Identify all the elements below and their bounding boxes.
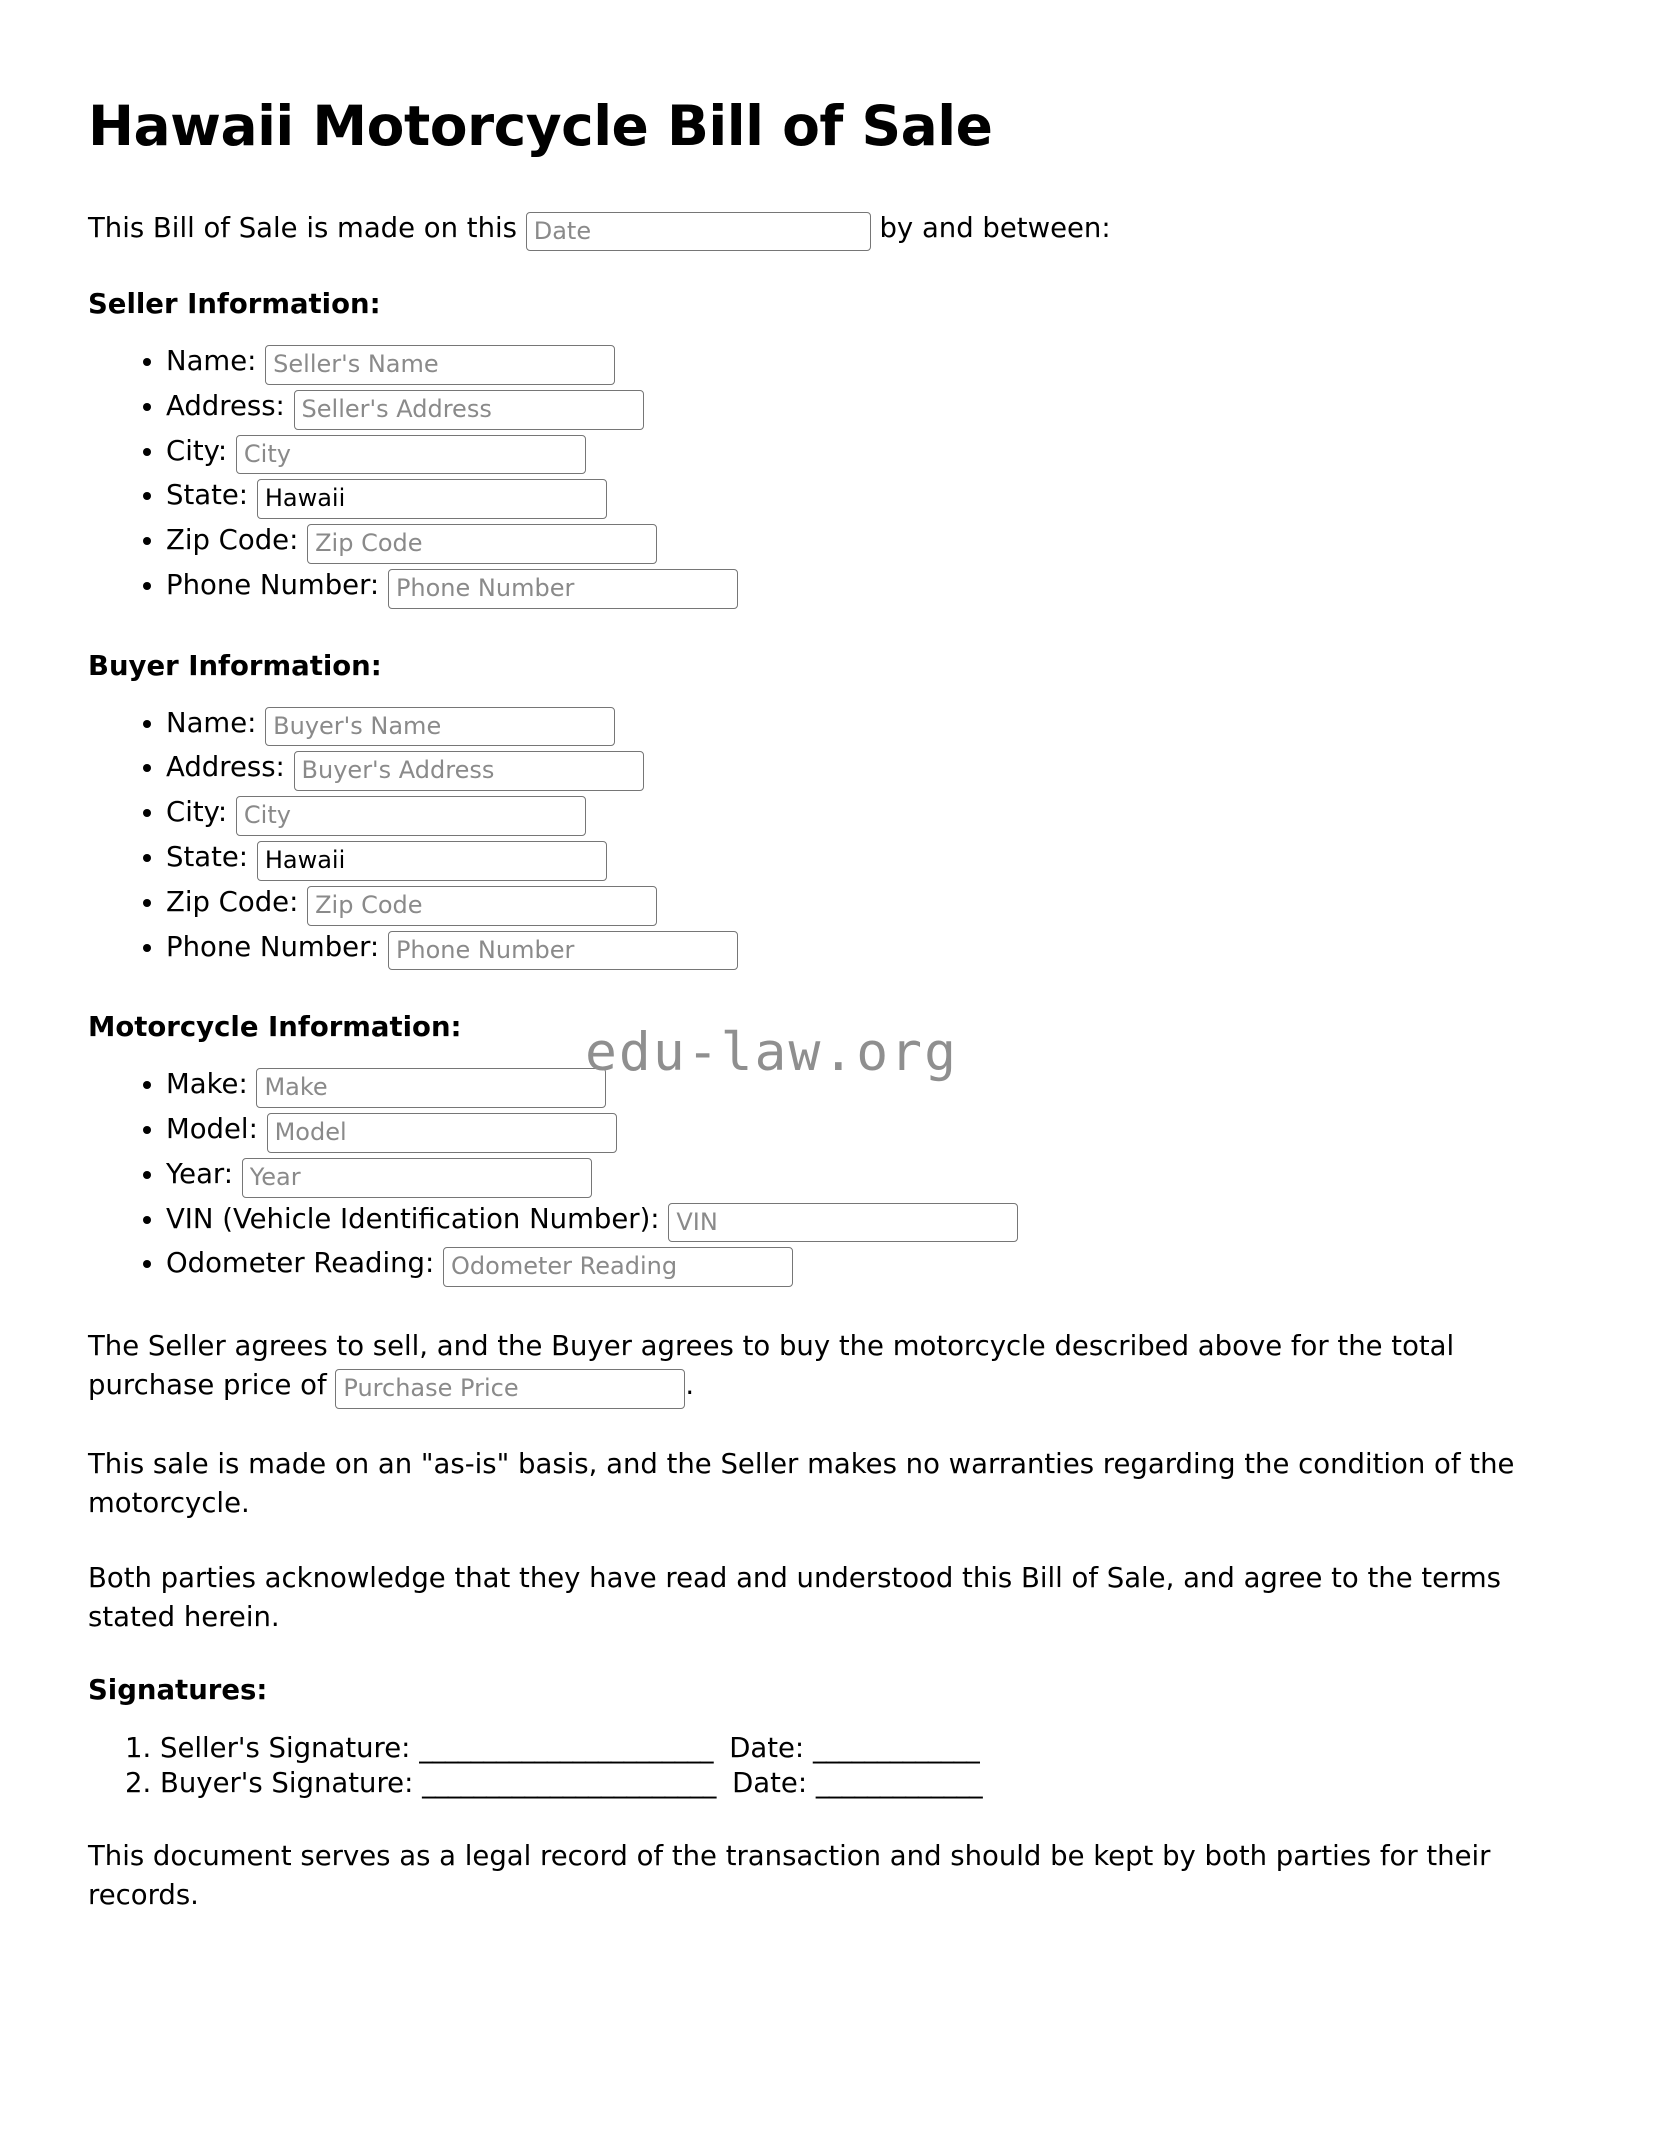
buyer-name-label: Name:: [166, 706, 257, 739]
buyer-signature-blank[interactable]: _______________________: [422, 1767, 716, 1800]
buyer-city-label: City:: [166, 796, 228, 829]
buyer-state-input[interactable]: [257, 841, 607, 881]
motorcycle-information-heading: Motorcycle Information:: [88, 1011, 462, 1044]
motorcycle-field-list: [88, 1068, 1554, 1287]
seller-state-label: State:: [166, 479, 249, 512]
motorcycle-vin-row: [166, 1203, 1554, 1243]
buyer-city-row: [166, 796, 1554, 836]
buyer-zip-input[interactable]: [307, 886, 657, 926]
buyer-address-row: [166, 751, 1554, 791]
seller-field-list: [88, 345, 1554, 609]
seller-signature-blank[interactable]: _______________________: [419, 1731, 713, 1764]
motorcycle-vin-label: VIN (Vehicle Identification Number):: [166, 1202, 660, 1235]
buyer-signature-row: [160, 1766, 1554, 1801]
motorcycle-odometer-row: [166, 1247, 1554, 1287]
buyer-city-input[interactable]: [236, 796, 586, 836]
buyer-state-row: [166, 841, 1554, 881]
seller-phone-label: Phone Number:: [166, 569, 380, 602]
seller-state-row: [166, 479, 1554, 519]
buyer-date-blank[interactable]: _____________: [815, 1767, 982, 1800]
motorcycle-model-row: [166, 1113, 1554, 1153]
seller-city-label: City:: [166, 434, 228, 467]
seller-signature-row: [160, 1731, 1554, 1766]
intro-after-date-text: by and between:: [879, 211, 1111, 244]
intro-line: [88, 209, 1554, 252]
buyer-signature-label: Buyer's Signature:: [160, 1767, 414, 1800]
seller-phone-row: [166, 569, 1554, 609]
motorcycle-make-input[interactable]: [256, 1068, 606, 1108]
motorcycle-year-input[interactable]: [242, 1158, 592, 1198]
seller-information-heading: Seller Information:: [88, 288, 381, 321]
buyer-address-label: Address:: [166, 751, 285, 784]
buyer-phone-row: [166, 931, 1554, 971]
motorcycle-odometer-label: Odometer Reading:: [166, 1247, 435, 1280]
buyer-field-list: [88, 707, 1554, 971]
signatures-heading: Signatures:: [88, 1674, 268, 1707]
buyer-zip-label: Zip Code:: [166, 885, 299, 918]
motorcycle-make-label: Make:: [166, 1068, 248, 1101]
buyer-phone-label: Phone Number:: [166, 930, 380, 963]
seller-zip-input[interactable]: [307, 524, 657, 564]
motorcycle-make-row: [166, 1068, 1554, 1108]
purchase-paragraph-text: The Seller agrees to sell, and the Buyer agrees to buy the motorcycle described above for the total purchase price of: [88, 1330, 1455, 1402]
intro-before-date-text: This Bill of Sale is made on this: [88, 211, 517, 244]
motorcycle-odometer-input[interactable]: [443, 1247, 793, 1287]
acknowledgement-paragraph: Both parties acknowledge that they have read and understood this Bill of Sale, and agree to the terms stated herein.: [88, 1562, 1502, 1634]
seller-city-input[interactable]: [236, 435, 586, 475]
buyer-information-heading: Buyer Information:: [88, 649, 382, 682]
seller-zip-row: [166, 524, 1554, 564]
purchase-price-paragraph: [88, 1327, 1553, 1409]
page-title: Hawaii Motorcycle Bill of Sale: [88, 94, 993, 158]
seller-state-input[interactable]: [257, 479, 607, 519]
purchase-paragraph-period: .: [685, 1369, 695, 1402]
motorcycle-model-label: Model:: [166, 1112, 258, 1145]
seller-name-input[interactable]: [265, 345, 615, 385]
buyer-zip-row: [166, 886, 1554, 926]
seller-date-label: Date:: [729, 1731, 805, 1764]
watermark-edu-law: edu-law.org: [585, 1022, 958, 1083]
seller-phone-input[interactable]: [388, 569, 738, 609]
as-is-paragraph: This sale is made on an "as-is" basis, and the Seller makes no warranties regarding the condition of the motorcycle.: [88, 1447, 1515, 1519]
purchase-price-input[interactable]: [335, 1369, 685, 1409]
buyer-date-label: Date:: [732, 1767, 808, 1800]
seller-name-row: [166, 345, 1554, 385]
motorcycle-vin-input[interactable]: [668, 1203, 1018, 1243]
seller-city-row: [166, 435, 1554, 475]
seller-date-blank[interactable]: _____________: [812, 1731, 979, 1764]
buyer-name-input[interactable]: [265, 707, 615, 747]
motorcycle-model-input[interactable]: [267, 1113, 617, 1153]
motorcycle-year-row: [166, 1158, 1554, 1198]
seller-name-label: Name:: [166, 345, 257, 378]
buyer-name-row: [166, 707, 1554, 747]
seller-address-label: Address:: [166, 389, 285, 422]
buyer-address-input[interactable]: [294, 751, 644, 791]
closing-paragraph: This document serves as a legal record of the transaction and should be kept by both parties for their records.: [88, 1840, 1491, 1912]
date-input[interactable]: [526, 212, 871, 252]
signature-list: [88, 1731, 1554, 1801]
seller-address-row: [166, 390, 1554, 430]
motorcycle-year-label: Year:: [166, 1157, 234, 1190]
seller-signature-label: Seller's Signature:: [160, 1731, 411, 1764]
buyer-state-label: State:: [166, 840, 249, 873]
seller-zip-label: Zip Code:: [166, 524, 299, 557]
seller-address-input[interactable]: [294, 390, 644, 430]
buyer-phone-input[interactable]: [388, 931, 738, 971]
